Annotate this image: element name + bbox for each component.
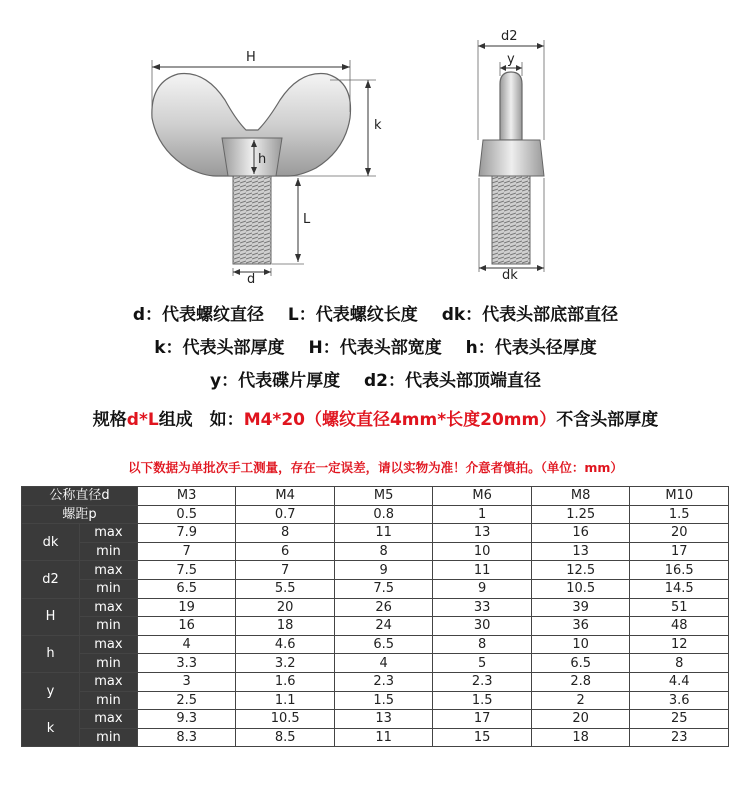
table-cell: 8 [236,524,335,543]
header-cell-nominal: 公称直径d [22,487,138,506]
table-row-k-max [22,710,729,729]
legend-k: k：代表头部厚度 [154,338,285,358]
label-L: L [303,212,311,227]
table-cell: 3.6 [630,691,729,710]
table-cell: 3.3 [137,654,236,673]
table-row-y-max [22,672,729,691]
row-label-d2: d2 [22,561,80,598]
front-hub [222,138,282,176]
table-cell: 48 [630,617,729,636]
table-cell: 7.5 [334,579,433,598]
spec-middle: 组成 如： [158,410,244,430]
table-cell: 2.5 [137,691,236,710]
table-cell: 1.5 [433,691,532,710]
row-sublabel-min: min [79,542,137,561]
table-cell: 14.5 [630,579,729,598]
row-sublabel-max: max [79,524,137,543]
row-sublabel-min: min [79,617,137,636]
row-sublabel-max: max [79,561,137,580]
table-cell: 13 [433,524,532,543]
spec-prefix: 规格 [92,410,127,430]
table-cell: 11 [334,524,433,543]
header-cell-size: M8 [531,487,630,506]
spec-table [21,486,729,747]
label-k: k [374,118,382,133]
table-cell: 2.3 [334,672,433,691]
technical-drawing [0,0,751,290]
table-cell: 10.5 [236,710,335,729]
table-cell: 10 [531,635,630,654]
table-cell: 6.5 [531,654,630,673]
table-row-h-max [22,635,729,654]
table-cell: 4.6 [236,635,335,654]
table-cell: 12 [630,635,729,654]
table-cell: 6.5 [137,579,236,598]
table-row-H-max [22,598,729,617]
legend-dk: dk：代表头部底部直径 [441,305,619,325]
side-hub [479,140,544,176]
legend-d: d：代表螺纹直径 [132,305,264,325]
table-cell: 1.25 [531,505,630,524]
table-cell: 13 [531,542,630,561]
table-cell: 36 [531,617,630,636]
table-cell: 17 [630,542,729,561]
table-cell: 2 [531,691,630,710]
label-h: h [258,152,267,167]
table-cell: 5.5 [236,579,335,598]
table-cell: 33 [433,598,532,617]
row-label-pitch: 螺距p [22,505,138,524]
spec-description [0,405,751,430]
table-cell: 25 [630,710,729,729]
header-cell-size: M3 [137,487,236,506]
table-row-dk-max [22,524,729,543]
table-cell: 9 [433,579,532,598]
table-cell: 11 [433,561,532,580]
label-y: y [507,52,515,67]
table-cell: 16.5 [630,561,729,580]
front-bolt [233,176,271,264]
row-sublabel-min: min [79,728,137,747]
legend-line-3 [0,366,751,391]
table-cell: 8.5 [236,728,335,747]
table-cell: 2.3 [433,672,532,691]
table-cell: 17 [433,710,532,729]
table-cell: 6.5 [334,635,433,654]
table-cell: 18 [531,728,630,747]
table-cell: 1.1 [236,691,335,710]
table-cell: 0.7 [236,505,335,524]
table-cell: 0.5 [137,505,236,524]
table-row-y-min [22,691,729,710]
spec-example: M4*20（螺纹直径4mm*长度20mm） [243,410,557,430]
header-cell-size: M10 [630,487,729,506]
row-label-dk: dk [22,524,80,561]
row-label-y: y [22,672,80,709]
table-row-d2-min [22,579,729,598]
table-cell: 2.8 [531,672,630,691]
table-cell: 7 [137,542,236,561]
row-sublabel-min: min [79,654,137,673]
legend-line-2 [0,333,751,358]
table-cell: 7.5 [137,561,236,580]
table-cell: 1 [433,505,532,524]
row-sublabel-max: max [79,710,137,729]
table-cell: 19 [137,598,236,617]
row-sublabel-max: max [79,598,137,617]
row-label-h: h [22,635,80,672]
row-sublabel-max: max [79,635,137,654]
label-dk: dk [502,268,518,283]
table-cell: 1.6 [236,672,335,691]
table-row-h-min [22,654,729,673]
table-cell: 9 [334,561,433,580]
table-cell: 30 [433,617,532,636]
row-sublabel-min: min [79,579,137,598]
table-cell: 39 [531,598,630,617]
table-cell: 3.2 [236,654,335,673]
table-cell: 23 [630,728,729,747]
table-cell: 4 [334,654,433,673]
table-cell: 16 [531,524,630,543]
table-cell: 1.5 [630,505,729,524]
side-wing [500,72,522,140]
row-label-H: H [22,598,80,635]
label-H: H [246,50,256,65]
table-row-H-min [22,617,729,636]
table-cell: 0.8 [334,505,433,524]
header-cell-size: M5 [334,487,433,506]
legend-d2: d2：代表头部顶端直径 [364,371,541,391]
row-sublabel-min: min [79,691,137,710]
table-cell: 51 [630,598,729,617]
table-cell: 13 [334,710,433,729]
header-cell-size: M6 [433,487,532,506]
table-cell: 7.9 [137,524,236,543]
table-row-d2-max [22,561,729,580]
table-cell: 9.3 [137,710,236,729]
row-sublabel-max: max [79,672,137,691]
label-d2: d2 [501,29,518,44]
table-row-k-min [22,728,729,747]
measurement-notice: 以下数据为单批次手工测量，存在一定误差，请以实物为准！介意者慎拍。（单位：mm） [128,460,623,475]
table-cell: 20 [236,598,335,617]
header-cell-size: M4 [236,487,335,506]
table-cell: 20 [630,524,729,543]
table-cell: 12.5 [531,561,630,580]
table-cell: 8 [433,635,532,654]
table-row-dk-min [22,542,729,561]
table-cell: 11 [334,728,433,747]
table-cell: 15 [433,728,532,747]
legend-line-1 [0,300,751,325]
table-cell: 18 [236,617,335,636]
table-cell: 26 [334,598,433,617]
row-label-k: k [22,710,80,747]
table-row-pitch [22,505,729,524]
label-d: d [247,272,256,287]
table-cell: 10 [433,542,532,561]
table-cell: 16 [137,617,236,636]
table-cell: 8 [334,542,433,561]
table-cell: 8.3 [137,728,236,747]
table-cell: 3 [137,672,236,691]
table-cell: 8 [630,654,729,673]
table-cell: 4.4 [630,672,729,691]
table-cell: 6 [236,542,335,561]
spec-code: d*L [126,410,159,430]
table-cell: 20 [531,710,630,729]
table-cell: 24 [334,617,433,636]
table-cell: 5 [433,654,532,673]
table-cell: 10.5 [531,579,630,598]
table-cell: 4 [137,635,236,654]
legend-h: h：代表头径厚度 [465,338,597,358]
table-cell: 7 [236,561,335,580]
legend-H: H：代表头部宽度 [308,338,442,358]
table-cell: 1.5 [334,691,433,710]
side-bolt [492,176,530,264]
table-header-row [22,487,729,506]
wing-nut-diagram [0,0,751,290]
legend-L: L：代表螺纹长度 [287,305,418,325]
spec-suffix: 不含头部厚度 [556,410,659,430]
legend-y: y：代表碟片厚度 [209,371,341,391]
spec-table-body [22,487,729,747]
